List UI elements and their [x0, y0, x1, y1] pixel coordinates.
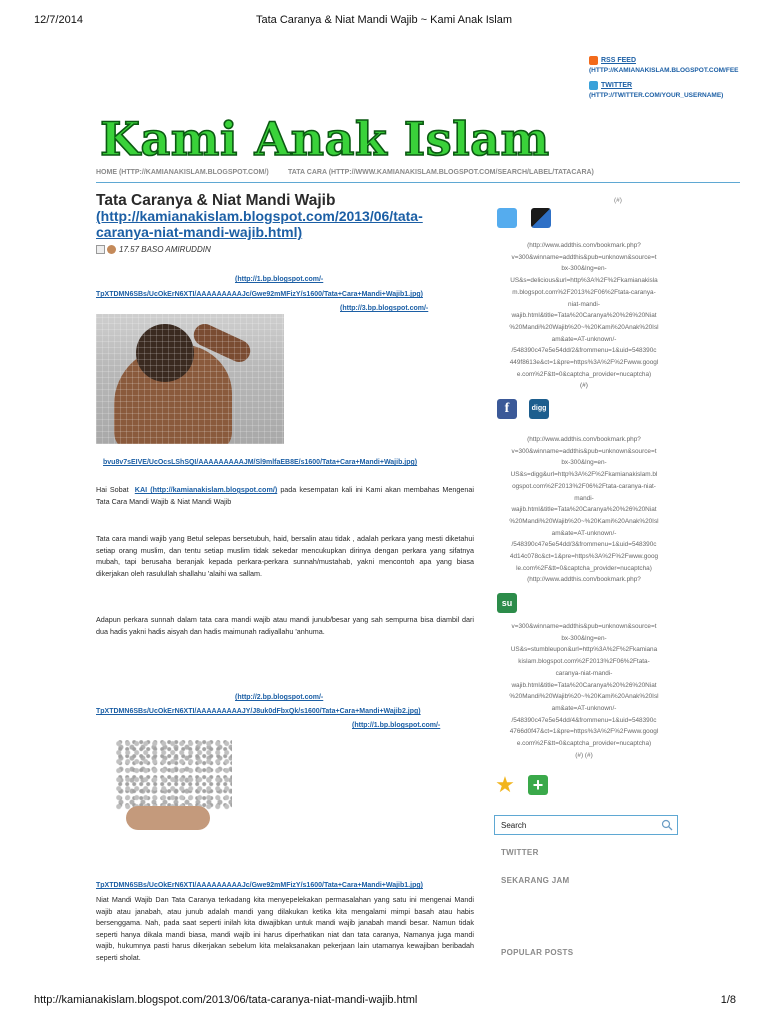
share-url-line: 4766d0f47&ct=1&pre=https%3A%2F%2Fwww.googl: [509, 728, 659, 736]
share-url-line: US&s=digg&url=http%3A%2F%2Fkamianakislam.bl: [510, 471, 658, 479]
nav-home-link[interactable]: HOME (HTTP://KAMIANAKISLAM.BLOGSPOT.COM/): [96, 169, 269, 176]
share-url-line: am&ate=AT-unknown/-: [551, 529, 617, 537]
paragraph-sunnah: Adapun perkara sunnah dalam tata cara mandi wajib atau mandi junub/besar yang sah sempurna bisa diambil dari dua hadis yakni hadis aisyah dan hadis maimunah radiyallahu 'anhuma.: [96, 615, 474, 636]
share-url-line: %20Mandi%20Wajib%20~%20Kami%20Anak%20Isl: [509, 517, 659, 525]
favorite-star-icon[interactable]: ★: [495, 772, 515, 797]
share-url-line: e.com%2F&tt=0&captcha_provider=nucaptcha): [516, 370, 652, 378]
author-icon: [107, 245, 116, 254]
share-url-line: (http://www.addthis.com/bookmark.php?: [527, 436, 641, 443]
twitter-feed-link[interactable]: [589, 79, 759, 92]
intro-paragraph: [96, 484, 474, 507]
share-url-line: wajib.html&title=Tata%20Caranya%20%26%20Niat: [511, 506, 657, 514]
share-url-line: bx-300&lng=en-: [561, 265, 607, 273]
twitter-icon[interactable]: [497, 208, 517, 228]
byline-text: 17.57 BASO AMIRUDDIN: [119, 244, 211, 254]
share-url-line: m.blogspot.com%2F2013%2F06%2Ftata-caranya-: [512, 288, 656, 296]
rss-feed-label[interactable]: RSS FEED: [601, 57, 637, 64]
shower-photo[interactable]: [96, 314, 284, 444]
share-url-line: e.com%2F&tt=0&captcha_provider=nucaptcha): [516, 740, 652, 748]
share-url-line: v=300&winname=addthis&pub=unknown&source=t: [511, 623, 657, 630]
image-link-4[interactable]: TpXTDMN6SBs/UcOkErN6XTI/AAAAAAAAAJc/Gwe92mMFizY/s1600/Tata+Cara+Mandi+Wajib1.jpg): [96, 882, 423, 889]
intro-inline-link[interactable]: KAI (http://kamianakislam.blogspot.com/): [134, 485, 278, 494]
share-url-line: US&s=stumbleupon&url=http%3A%2F%2Fkamiana: [510, 646, 658, 654]
twitter-feed-url[interactable]: (HTTP://TWITTER.COM/YOUR_USERNAME): [589, 92, 724, 99]
share-url-line: /548390c47e5e54dd/2&frommenu=1&uid=548390c: [511, 347, 657, 355]
photo-hand: [126, 806, 210, 830]
print-url: http://kamianakislam.blogspot.com/2013/06/tata-caranya-niat-mandi-wajib.html: [34, 994, 418, 1006]
share-url-line: /548390c47e5e54dd/3&frommenu=1&uid=548390c: [511, 541, 657, 549]
share-stumbleupon-url[interactable]: [494, 621, 674, 761]
share-hash-link[interactable]: (#): [614, 197, 622, 204]
share-url-line: kislam.blogspot.com%2F2013%2F06%2Ftata-: [518, 658, 650, 666]
image-link-1a[interactable]: (http://1.bp.blogspot.com/-: [235, 276, 324, 283]
intro-text-pre: Hai Sobat: [96, 485, 129, 494]
clock-icon: [96, 245, 105, 254]
share-digg-url[interactable]: [494, 434, 674, 586]
share-url-line: (http://www.addthis.com/bookmark.php?: [527, 242, 641, 249]
image-link-2[interactable]: bvu8v7sEIVE/UcOcsLShSQI/AAAAAAAAAJM/Sl9mlfaEB8E/s1600/Tata+Cara+Mandi+Wajib.jpg): [103, 459, 418, 466]
post-permalink[interactable]: (http://kamianakislam.blogspot.com/2013/06/tata-caranya-niat-mandi-wajib.html): [96, 208, 423, 240]
share-url-line: le.com%2F&tt=0&captcha_provider=nucaptcha): [516, 564, 652, 572]
share-url-line: /548390c47e5e54dd/4&frommenu=1&uid=548390c: [511, 716, 657, 724]
twitter-heading: TWITTER: [501, 848, 539, 857]
photo-water-texture: [96, 314, 284, 444]
share-delicious-url[interactable]: [494, 240, 674, 392]
post-byline: [96, 243, 211, 255]
share-url-line: am&ate=AT-unknown/-: [551, 335, 617, 343]
share-url-line: wajib.html&title=Tata%20Caranya%20%26%20Niat: [511, 681, 657, 689]
clock-heading: SEKARANG JAM: [501, 876, 570, 885]
share-url-line: 449f8613e&ct=1&pre=https%3A%2F%2Fwww.googl: [509, 359, 659, 367]
feed-links: [589, 54, 759, 104]
facebook-icon[interactable]: f: [497, 399, 517, 419]
image-link-1b[interactable]: TpXTDMN6SBs/UcOkErN6XTI/AAAAAAAAAJc/Gwe92mMFizY/s1600/Tata+Cara+Mandi+Wajib1.jpg): [96, 291, 423, 298]
photo-water-splash: [116, 740, 232, 810]
share-url-line: 4d14c078c&ct=1&pre=https%3A%2F%2Fwww.goog: [509, 553, 659, 561]
water-hand-photo[interactable]: [96, 732, 252, 840]
print-date: 12/7/2014: [34, 14, 83, 26]
image-link-1c[interactable]: (http://3.bp.blogspot.com/-: [340, 305, 429, 312]
image-link-3c[interactable]: (http://1.bp.blogspot.com/-: [352, 722, 441, 729]
share-url-line: caranya-niat-mandi-: [555, 669, 613, 677]
print-header: [0, 14, 768, 30]
nav-tatacara-link[interactable]: TATA CARA (HTTP://WWW.KAMIANAKISLAM.BLOGSPOT.COM/SEARCH/LABEL/TATACARA): [288, 169, 594, 176]
share-url-line: (http://www.addthis.com/bookmark.php?: [527, 576, 641, 584]
image-link-3b[interactable]: TpXTDMN6SBs/UcOkErN6XTI/AAAAAAAAAJY/J8uk0dFbxQk/s1600/Tata+Cara+Mandi+Wajib2.jpg): [96, 708, 421, 715]
more-plus-icon[interactable]: +: [528, 775, 548, 795]
rss-feed-url[interactable]: (HTTP://KAMIANAKISLAM.BLOGSPOT.COM/FEE: [589, 67, 739, 74]
share-url-line: mandi-: [574, 494, 594, 502]
share-url-line: US&s=delicious&url=http%3A%2F%2Fkamianakisla: [510, 277, 658, 285]
share-url-line: %20Mandi%20Wajib%20~%20Kami%20Anak%20Isl: [509, 693, 659, 701]
post-title: Tata Caranya & Niat Mandi Wajib: [96, 192, 336, 209]
stumbleupon-icon[interactable]: su: [497, 593, 517, 613]
paragraph-tata-cara: Tata cara mandi wajib yang Betul selepas bersetubuh, haid, bersalin atau tidak , adalah perkara yang mesti diketahui setiap orang muslim, dan tentu setiap muslim tidak sekedar mencukupkan dirinya dengan perkara yang sifatnya mubah, tapi berusaha beranjak kepada perkara-perkara sunnah/mustahab, yakni mencontoh apa yang biasa dikerjakan oleh rasulullah shallahu 'alaihi wa sallam.: [96, 534, 474, 578]
popular-posts-heading: POPULAR POSTS: [501, 948, 574, 957]
search-icon[interactable]: [661, 819, 673, 831]
paragraph-niat: Niat Mandi Wajib Dan Tata Caranya terkadang kita menyepelekakan permasalahan yang satu ini mengenai Mandi wajib atau janabah, atau junub adalah mandi yang dilakukan ketika kita mengalami mimpi basah atau habis bersenggama. Nah, pada saat seperti inilah kita diwajibkan untuk mandi wajib janabah mandi besar. Namun tidak seperti hanya dikala mandi biasa, mandi wajib ini harus diperhatikan niat dan tata caranya, Namanya juga mandi wajib, hukumnya pasti harus dikerjakan sebelum kita melaksanakan pekerjaan lain utamanya kewajiban beribadah seperti sholat.: [96, 895, 474, 962]
search-input[interactable]: Search: [501, 821, 527, 830]
share-url-line: niat-mandi-: [568, 300, 600, 308]
share-url-line: am&ate=AT-unknown/-: [551, 704, 617, 712]
share-url-line: (#) (#): [575, 751, 593, 759]
share-url-line: v=300&winname=addthis&pub=unknown&source=t: [511, 253, 657, 261]
print-page-title: Tata Caranya & Niat Mandi Wajib ~ Kami Anak Islam: [255, 14, 513, 26]
nav-divider: [96, 182, 740, 183]
twitter-small-icon: [589, 81, 598, 90]
rss-icon: [589, 56, 598, 65]
print-footer: [0, 994, 768, 1010]
intro-text-post: pada kesempatan kali ini Kami akan membahas Mengenai Tata Cara Mandi Wajib & Niat Mandi Wajib: [96, 485, 474, 506]
share-hash-link[interactable]: (#): [580, 382, 588, 390]
share-url-line: %20Mandi%20Wajib%20~%20Kami%20Anak%20Isl: [509, 323, 659, 331]
share-url-line: wajib.html&title=Tata%20Caranya%20%26%20Niat: [511, 312, 657, 320]
share-url-line: v=300&winname=addthis&pub=unknown&source=t: [511, 447, 657, 455]
share-url-line: ogspot.com%2F2013%2F06%2Ftata-caranya-niat-: [512, 482, 656, 490]
search-box[interactable]: [494, 815, 678, 835]
share-url-line: bx-300&lng=en-: [561, 459, 607, 467]
share-url-line: bx-300&lng=en-: [561, 634, 607, 642]
print-page-number: 1/8: [720, 994, 736, 1006]
image-link-3a[interactable]: (http://2.bp.blogspot.com/-: [235, 694, 324, 701]
site-logo[interactable]: Kami Anak Islam: [100, 112, 550, 166]
digg-icon[interactable]: digg: [529, 399, 549, 419]
delicious-icon[interactable]: [531, 208, 551, 228]
twitter-feed-label[interactable]: TWITTER: [601, 82, 633, 89]
rss-feed-link[interactable]: [589, 54, 759, 67]
